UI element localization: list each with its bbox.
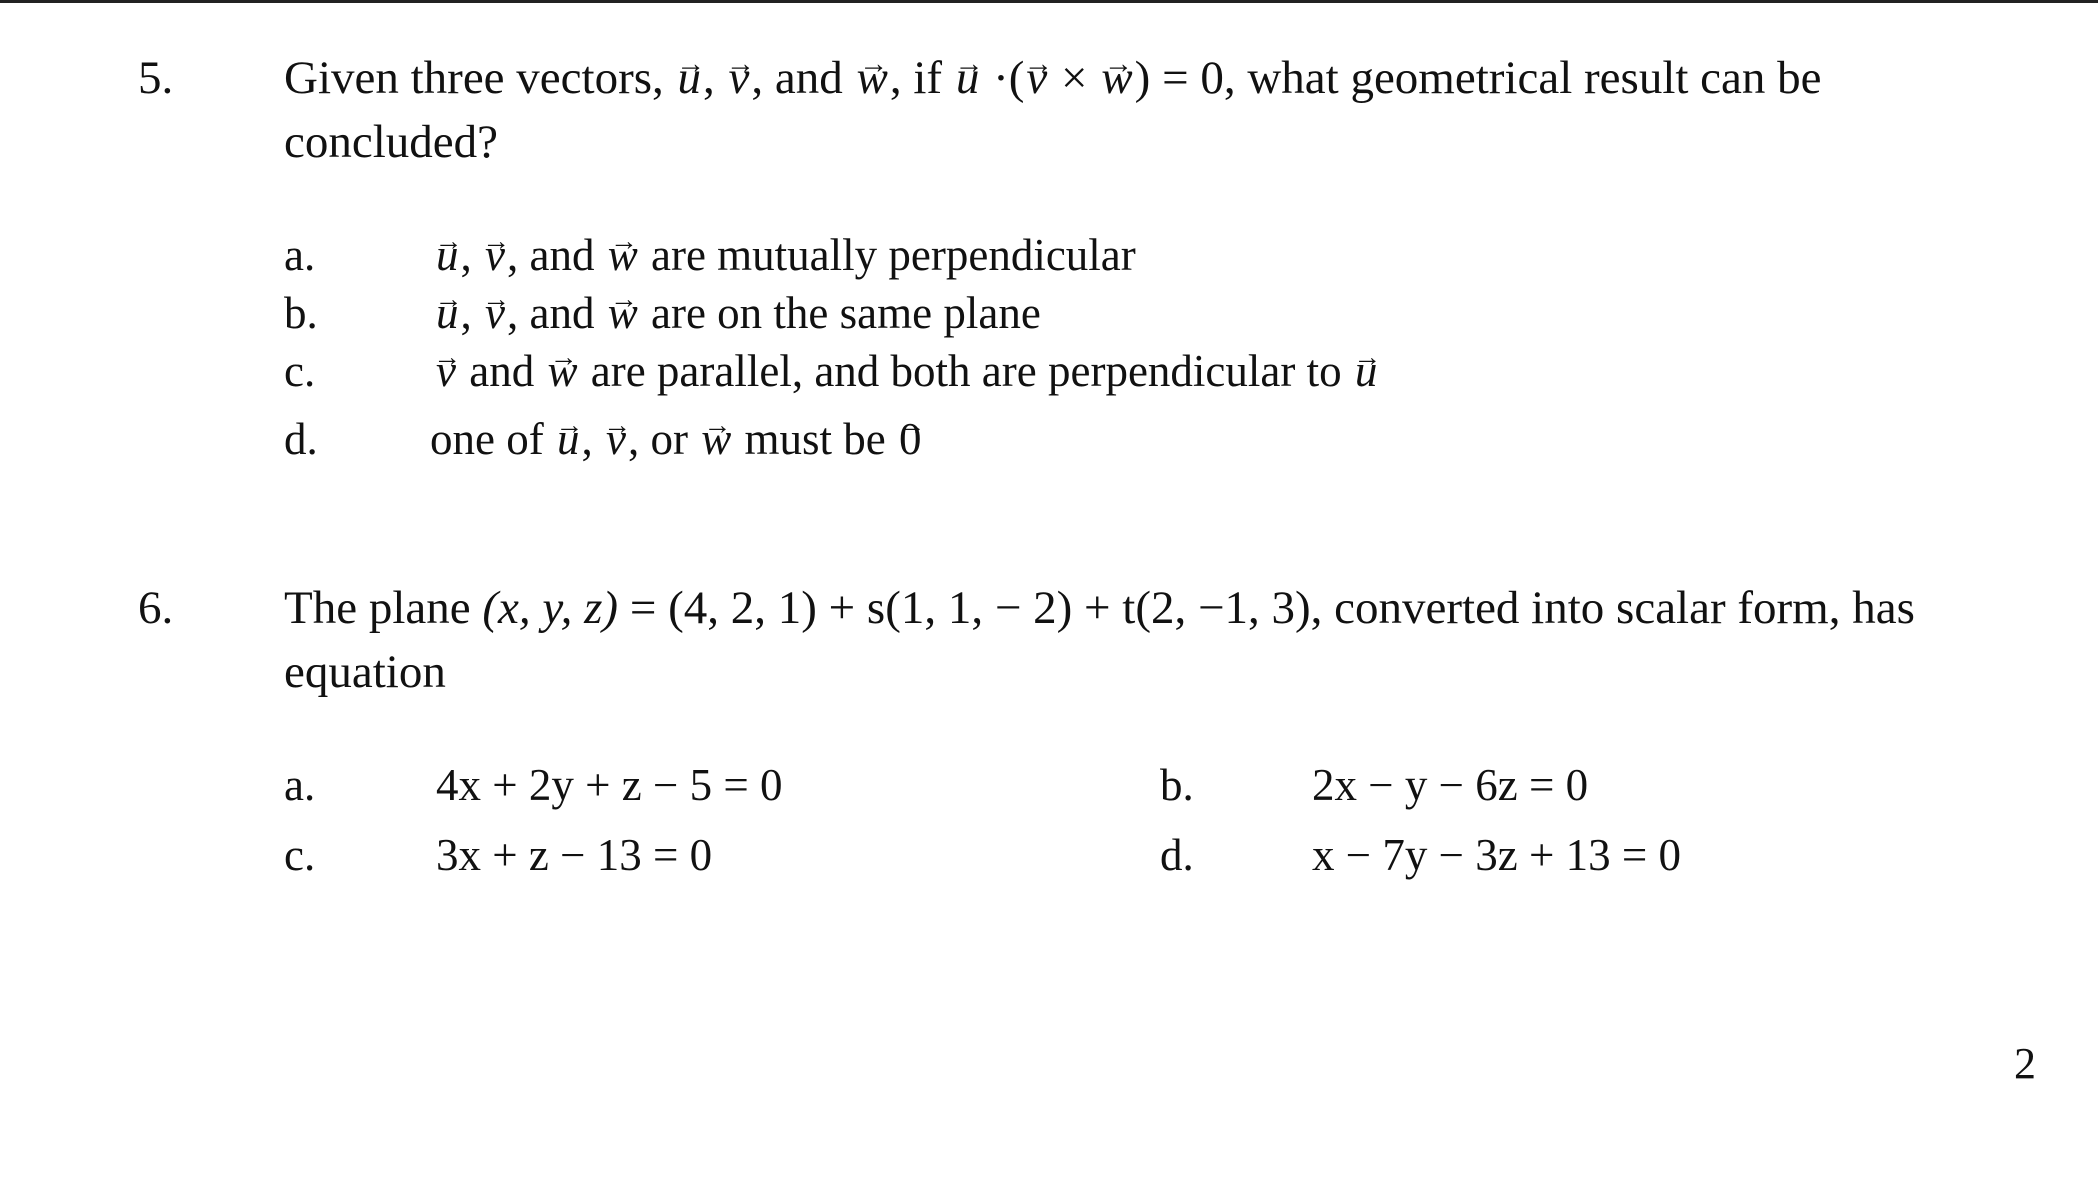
option-d-prefix: one of [430, 414, 544, 464]
question-stem [284, 46, 2004, 174]
comma: , [460, 230, 472, 280]
vector-v: → v [604, 410, 628, 468]
page-number: 2 [2014, 1039, 2036, 1088]
option-letter: a. [284, 230, 316, 280]
question-stem [284, 576, 2004, 704]
option-c-text [434, 342, 1379, 400]
vector-u: → u [434, 284, 461, 342]
stem-separator: , [703, 52, 715, 104]
comma: , [581, 414, 593, 464]
close-paren: ) [1134, 52, 1151, 104]
vector-u: → u [954, 46, 982, 110]
vector-u: → u [676, 46, 704, 110]
cross-operator: × [1061, 52, 1088, 104]
vector-w: → w [606, 284, 640, 342]
vector-v: → v [434, 342, 458, 400]
equation-lhs: (x, y, z) [482, 582, 619, 634]
stem-rest: , converted into scalar form, has equation [284, 582, 1915, 698]
option-a-equation: 4x + 2y + z − 5 = 0 [436, 760, 783, 810]
question-number: 5. [138, 52, 174, 104]
comma: , [460, 288, 472, 338]
vector-u: → u [555, 410, 582, 468]
option-a-label: are mutually perpendicular [650, 230, 1136, 280]
dot-operator: · [993, 52, 1009, 104]
comma-and: , and [506, 230, 595, 280]
option-letter: c. [284, 346, 316, 396]
stem-and: , and [751, 52, 843, 104]
question-number: 6. [138, 582, 174, 634]
option-c-equation: 3x + z − 13 = 0 [436, 830, 713, 880]
vector-v: → v [1024, 46, 1049, 110]
vector-w: → w [855, 46, 890, 110]
vector-w: → w [545, 342, 579, 400]
option-b-text [434, 284, 1041, 342]
vector-v: → v [483, 226, 507, 284]
option-c-label: are parallel, and both are perpendicular to [590, 346, 1342, 396]
stem-if: , if [889, 52, 943, 104]
vector-w: → w [1099, 46, 1134, 110]
option-d-text [430, 410, 923, 468]
top-rule [0, 0, 2098, 3]
option-b-label: are on the same plane [650, 288, 1041, 338]
equals-zero: = 0 [1162, 52, 1224, 104]
option-a-text [434, 226, 1136, 284]
stem-rest: , what geometrical result can be concluded? [284, 52, 1822, 168]
option-letter: d. [284, 414, 318, 464]
option-b-equation: 2x − y − 6z = 0 [1312, 760, 1589, 810]
equation-rhs: = (4, 2, 1) + s(1, 1, − 2) + t(2, −1, 3) [629, 582, 1311, 634]
option-letter: d. [1160, 830, 1194, 880]
vector-u: → u [1353, 342, 1380, 400]
and-word: and [469, 346, 535, 396]
vector-w: → w [606, 226, 640, 284]
option-letter: b. [1160, 760, 1194, 810]
stem-intro: Given three vectors, [284, 52, 664, 104]
vector-u: → u [434, 226, 461, 284]
option-d-equation: x − 7y − 3z + 13 = 0 [1312, 830, 1681, 880]
vector-w: → w [699, 410, 733, 468]
option-letter: a. [284, 760, 316, 810]
comma-or: , or [627, 414, 688, 464]
vector-v: → v [727, 46, 752, 110]
option-letter: b. [284, 288, 318, 338]
comma-and: , and [506, 288, 595, 338]
zero-vector: → 0 [897, 410, 924, 468]
open-paren: ( [1008, 52, 1025, 104]
stem-intro: The plane [284, 582, 471, 634]
option-d-label: must be [744, 414, 886, 464]
vector-v: → v [483, 284, 507, 342]
option-letter: c. [284, 830, 316, 880]
